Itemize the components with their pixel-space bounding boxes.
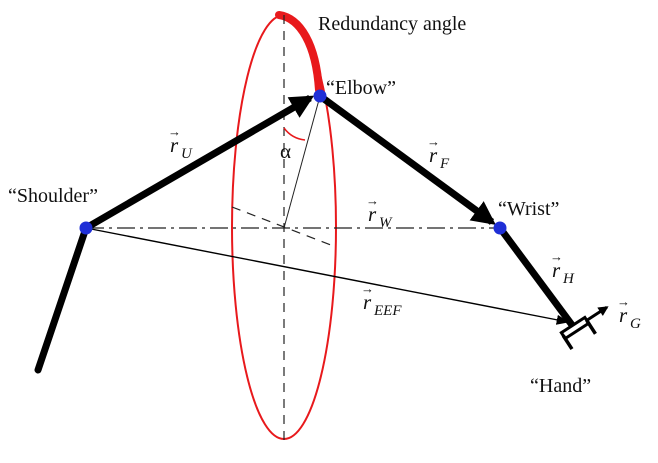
vector-symbol: r <box>170 133 179 157</box>
vector-label-hand <box>550 249 575 287</box>
forearm-link <box>320 96 492 222</box>
hand-label: “Hand” <box>530 375 592 397</box>
vector-mark: → <box>168 124 181 139</box>
end-effector-vector <box>86 228 568 322</box>
alpha-label: α <box>280 139 292 163</box>
vector-label-end-effector <box>361 281 402 319</box>
vector-mark: → <box>366 193 379 208</box>
vector-label-upper-arm <box>168 124 193 162</box>
shoulder-label: “Shoulder” <box>8 185 98 207</box>
vector-symbol: r <box>368 202 377 226</box>
vector-subscript: H <box>563 271 574 287</box>
elbow-label: “Elbow” <box>326 77 396 99</box>
wrist-joint <box>494 222 507 235</box>
vector-mark: → <box>427 134 440 149</box>
wrist-label: “Wrist” <box>498 198 560 220</box>
vector-label-gripper <box>617 294 641 332</box>
base-link <box>38 228 86 370</box>
vector-symbol: r <box>429 143 438 167</box>
vector-mark: → <box>361 281 374 296</box>
vector-label-shoulder-wrist <box>366 193 393 231</box>
vector-label-forearm <box>427 134 450 172</box>
vector-symbol: r <box>552 258 561 282</box>
vector-subscript: W <box>379 215 392 231</box>
vector-symbol: r <box>619 303 628 327</box>
vector-subscript: F <box>440 156 450 172</box>
elbow-joint <box>314 90 327 103</box>
vector-mark: → <box>550 249 563 264</box>
shoulder-joint <box>80 222 93 235</box>
upper-arm-link <box>86 98 310 228</box>
vector-mark: → <box>617 294 630 309</box>
redundancy-angle-label: Redundancy angle <box>318 13 467 35</box>
gripper <box>561 304 615 349</box>
vector-subscript: U <box>181 146 192 162</box>
vector-symbol: r <box>363 290 372 314</box>
vector-subscript: G <box>630 316 641 332</box>
vector-subscript: EEF <box>374 303 402 319</box>
redundancy-arc <box>279 15 319 90</box>
